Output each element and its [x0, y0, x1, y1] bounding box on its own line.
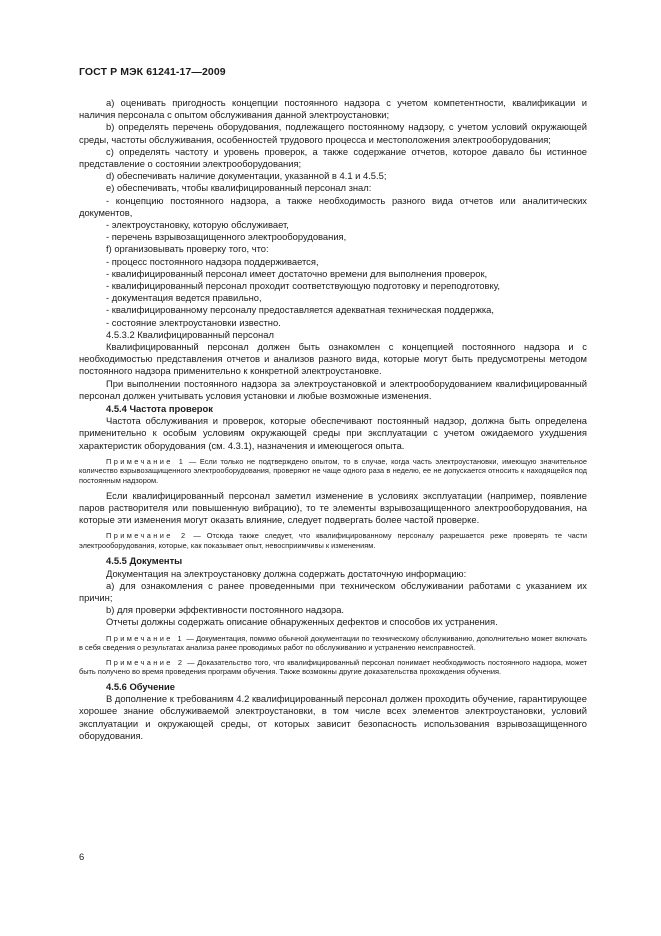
note-text: — Документация, помимо обычной документации по техническому обслуживанию, дополнительно может включать в себя сведения о результатах анализа ранее проводимых работ по обслуживанию и устранению неисправностей. — [79, 633, 587, 653]
paragraph: - состояние электроустановки известно. — [106, 316, 281, 328]
paragraph: При выполнении постоянного надзора за электроустановкой и электрооборудованием квалифицированный персонал должен учитывать условия установки и любые возможные изменения. — [79, 377, 587, 401]
paragraph: - электроустановку, которую обслуживает, — [106, 219, 289, 231]
paragraph: В дополнение к требованиям 4.2 квалифицированный персонал должен проходить обучение, гарантирующее хорошее знание обслуживаемой электроустановки, в том числе всех элементов электроустановки, условий эксплуатации и окружающей среды, от которых зависит безопасность использования взрывозащищенного оборудования. — [79, 693, 587, 741]
note — [79, 634, 587, 653]
page-number: 6 — [79, 851, 85, 862]
note-label: Примечание 1 — [106, 633, 185, 643]
section-heading-4-5-4: 4.5.4 Частота проверок — [106, 403, 213, 415]
note — [79, 457, 587, 486]
note-label: Примечание 2 — [106, 531, 188, 541]
paragraph: b) определять перечень оборудования, подлежащего постоянному надзору, с учетом условий окружающей среды, частоты обслуживания, особенностей трудового процесса и местоположения электрооборудования; — [79, 121, 587, 145]
note-text: — Отсюда также следует, что квалифицированному персоналу разрешается реже проверять те части электрооборудования, которые, как показывает опыт, невосприимчивы к изменениям. — [79, 531, 587, 550]
document-body — [79, 97, 587, 742]
paragraph: a) оценивать пригодность концепции постоянного надзора с учетом компетентности, квалификации и наличия персонала с опытом обслуживания данной электроустановки; — [79, 97, 587, 121]
paragraph: - квалифицированный персонал проходит соответствующую подготовку и переподготовку, — [106, 280, 501, 292]
paragraph: - перечень взрывозащищенного электрооборудования, — [106, 231, 347, 243]
paragraph: c) определять частоту и уровень проверок, а также содержание отчетов, которое давало бы истинное представление о состоянии электрооборудования; — [79, 145, 587, 170]
paragraph: - концепцию постоянного надзора, а также необходимость разного вида отчетов или аналитических документов, — [79, 194, 587, 218]
paragraph: - процесс постоянного надзора поддерживается, — [106, 255, 319, 267]
paragraph: f) организовывать проверку того, что: — [106, 243, 269, 255]
subsection-heading: 4.5.3.2 Квалифицированный персонал — [106, 328, 274, 340]
note — [79, 531, 587, 550]
paragraph: Частота обслуживания и проверок, которые обеспечивают постоянный надзор, должна быть определена применительно к особым условиям окружающей среды при эксплуатации с учетом ожидаемого ухудшения характеристик оборудования (см. 4.3.1), назначения и имеющегося опыта. — [79, 415, 587, 451]
note-label: Примечание 1 — [106, 456, 186, 466]
note-text: — Если только не подтверждено опытом, то в случае, когда часть электроустановки, имеющую значительное количество взрывозащищенного электрооборудования, проверяют не чаще одного раза в неделю, ее не допускается относить к находящейся под постоянным надзором. — [79, 456, 588, 486]
document-header: ГОСТ Р МЭК 61241-17—2009 — [79, 66, 226, 78]
note-label: Примечание 2 — [106, 657, 185, 667]
section-heading-4-5-6: 4.5.6 Обучение — [106, 681, 175, 693]
paragraph: - квалифицированный персонал имеет достаточно времени для выполнения проверок, — [106, 267, 488, 279]
section-heading-4-5-5: 4.5.5 Документы — [106, 555, 183, 567]
note-text: — Доказательство того, что квалифицированный персонал понимает необходимость постоянного надзора, может быть получено во время проведения программ обучения. Также возможны другие доказательства прохождения обучения. — [79, 657, 587, 677]
paragraph: - квалифицированному персоналу предоставляется адекватная техническая поддержка, — [106, 304, 495, 316]
paragraph: - документация ведется правильно, — [106, 292, 262, 304]
paragraph: e) обеспечивать, чтобы квалифицированный персонал знал: — [106, 182, 372, 194]
paragraph: b) для проверки эффективности постоянного надзора. — [106, 604, 345, 616]
note — [79, 658, 587, 677]
paragraph: Отчеты должны содержать описание обнаруженных дефектов и способов их устранения. — [106, 616, 498, 628]
paragraph: Если квалифицированный персонал заметил изменение в условиях эксплуатации (например, появление паров растворителя или повышенную вибрацию), то те элементы взрывозащищенного электрооборудования, на которые эти изменения могут оказать влияние, следует подвергать более частой проверке. — [79, 489, 587, 526]
paragraph: Документация на электроустановку должна содержать достаточную информацию: — [106, 567, 467, 579]
paragraph: a) для ознакомления с ранее проведенными при техническом обслуживании работами с указанием их причин; — [79, 579, 587, 604]
paragraph: Квалифицированный персонал должен быть ознакомлен с концепцией постоянного надзора и с необходимостью представления отчетов и анализов разного вида, которые могут быть предусмотрены методом постоянного надзора применительно к конкретной электроустановке. — [79, 341, 587, 377]
paragraph: d) обеспечивать наличие документации, указанной в 4.1 и 4.5.5; — [106, 170, 387, 182]
